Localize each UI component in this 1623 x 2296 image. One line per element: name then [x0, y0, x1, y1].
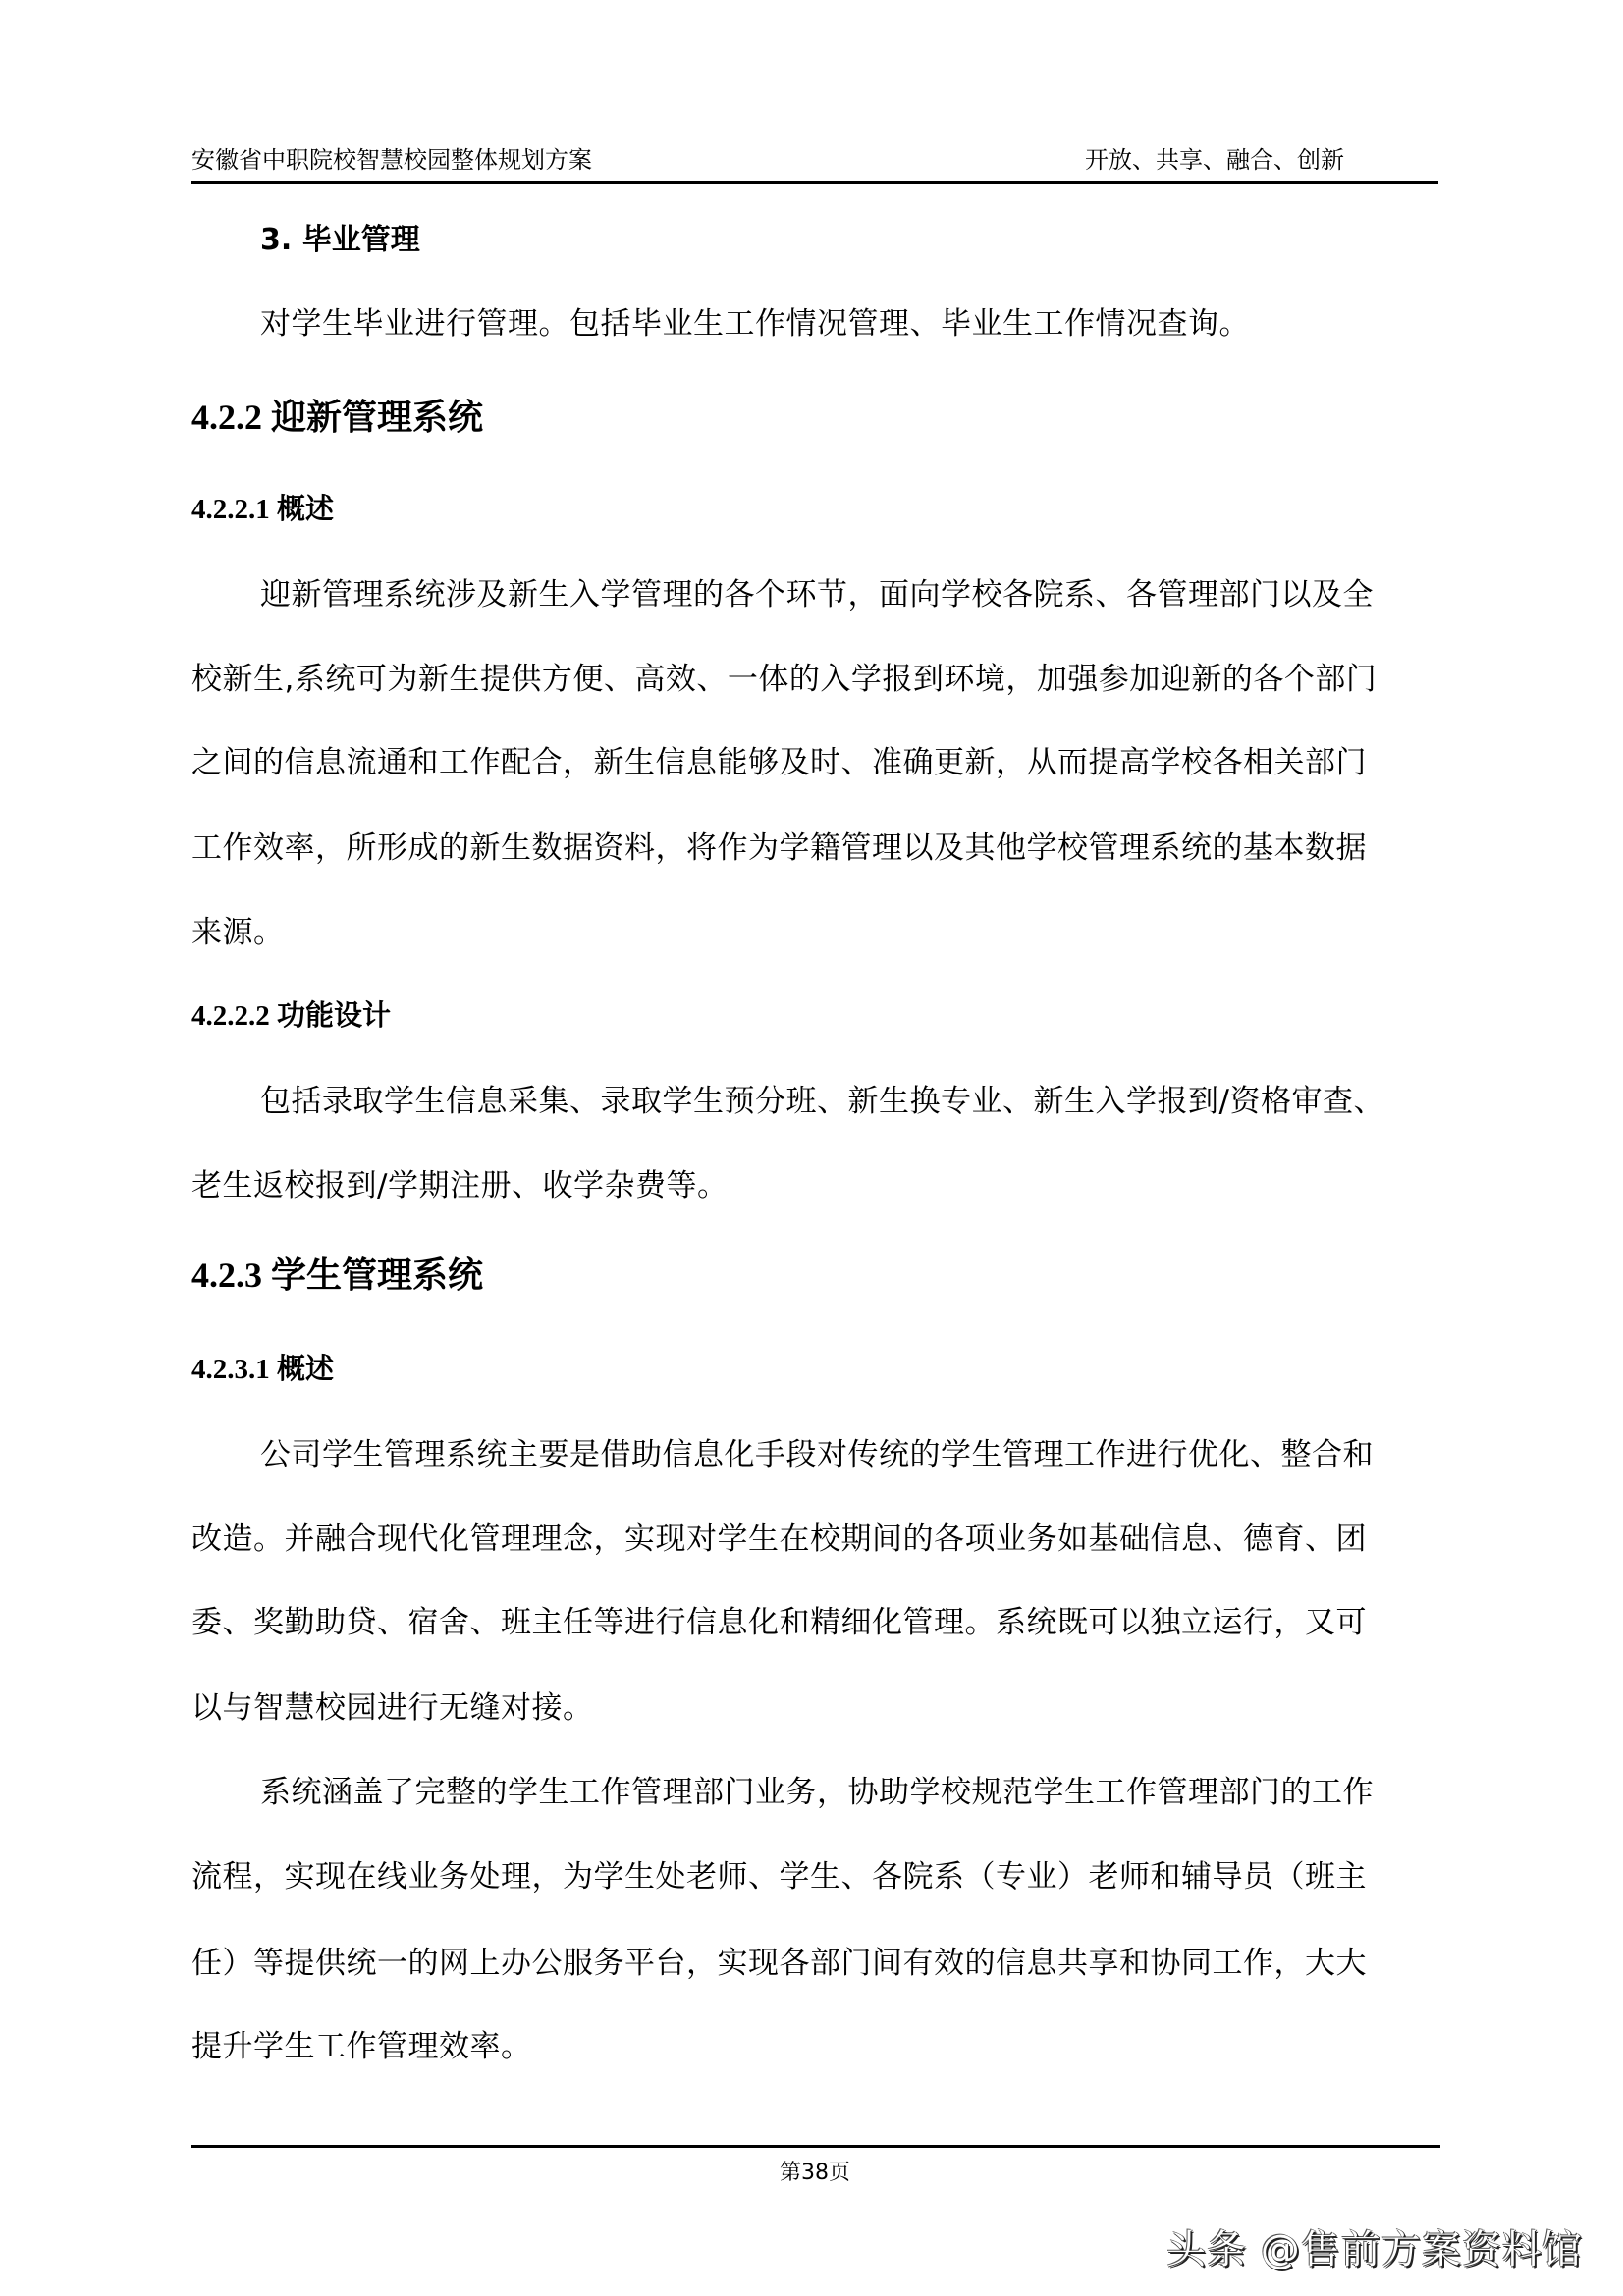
paragraph-line: 包括录取学生信息采集、录取学生预分班、新生换专业、新生入学报到/资格审查、 [260, 1084, 1384, 1119]
page-number: 第38页 [780, 2161, 850, 2185]
paragraph-line: 任）等提供统一的网上办公服务平台，实现各部门间有效的信息共享和协同工作，大大 [191, 1946, 1367, 1981]
paragraph-line: 对学生毕业进行管理。包括毕业生工作情况管理、毕业生工作情况查询。 [260, 306, 1250, 342]
subsection-heading-4-2-2-2: 4.2.2.2 功能设计 [191, 1000, 392, 1032]
header-divider [191, 181, 1438, 184]
paragraph-line: 流程，实现在线业务处理，为学生处老师、学生、各院系（专业）老师和辅导员（班主 [191, 1859, 1367, 1895]
paragraph-line: 老生返校报到/学期注册、收学杂费等。 [191, 1168, 729, 1203]
paragraph-line: 校新生,系统可为新生提供方便、高效、一体的入学报到环境，加强参加迎新的各个部门 [191, 662, 1378, 697]
paragraph-line: 提升学生工作管理效率。 [191, 2029, 532, 2064]
paragraph-line: 以与智慧校园进行无缝对接。 [191, 1690, 594, 1726]
paragraph-line: 系统涵盖了完整的学生工作管理部门业务，协助学校规范学生工作管理部门的工作 [260, 1775, 1374, 1810]
document-header-slogan: 开放、共享、融合、创新 [1085, 146, 1344, 174]
paragraph-line: 之间的信息流通和工作配合，新生信息能够及时、准确更新，从而提高学校各相关部门 [191, 745, 1367, 780]
document-header-title: 安徽省中职院校智慧校园整体规划方案 [191, 146, 592, 174]
footer-divider [191, 2145, 1440, 2148]
watermark: 头条 @售前方案资料馆 [1166, 2227, 1583, 2272]
paragraph-line: 来源。 [191, 915, 285, 950]
section-heading-graduation: 3. 毕业管理 [260, 223, 420, 257]
paragraph-line: 公司学生管理系统主要是借助信息化手段对传统的学生管理工作进行优化、整合和 [260, 1437, 1374, 1472]
subsection-heading-4-2-3-1: 4.2.3.1 概述 [191, 1354, 335, 1385]
paragraph-line: 委、奖勤助贷、宿舍、班主任等进行信息化和精细化管理。系统既可以独立运行，又可 [191, 1605, 1367, 1640]
section-heading-4-2-3: 4.2.3 学生管理系统 [191, 1255, 484, 1295]
paragraph-line: 改造。并融合现代化管理理念，实现对学生在校期间的各项业务如基础信息、德育、团 [191, 1522, 1367, 1557]
paragraph-line: 工作效率，所形成的新生数据资料，将作为学籍管理以及其他学校管理系统的基本数据 [191, 830, 1367, 866]
subsection-heading-4-2-2-1: 4.2.2.1 概述 [191, 494, 335, 525]
paragraph-line: 迎新管理系统涉及新生入学管理的各个环节，面向学校各院系、各管理部门以及全 [260, 577, 1374, 613]
section-heading-4-2-2: 4.2.2 迎新管理系统 [191, 398, 484, 437]
